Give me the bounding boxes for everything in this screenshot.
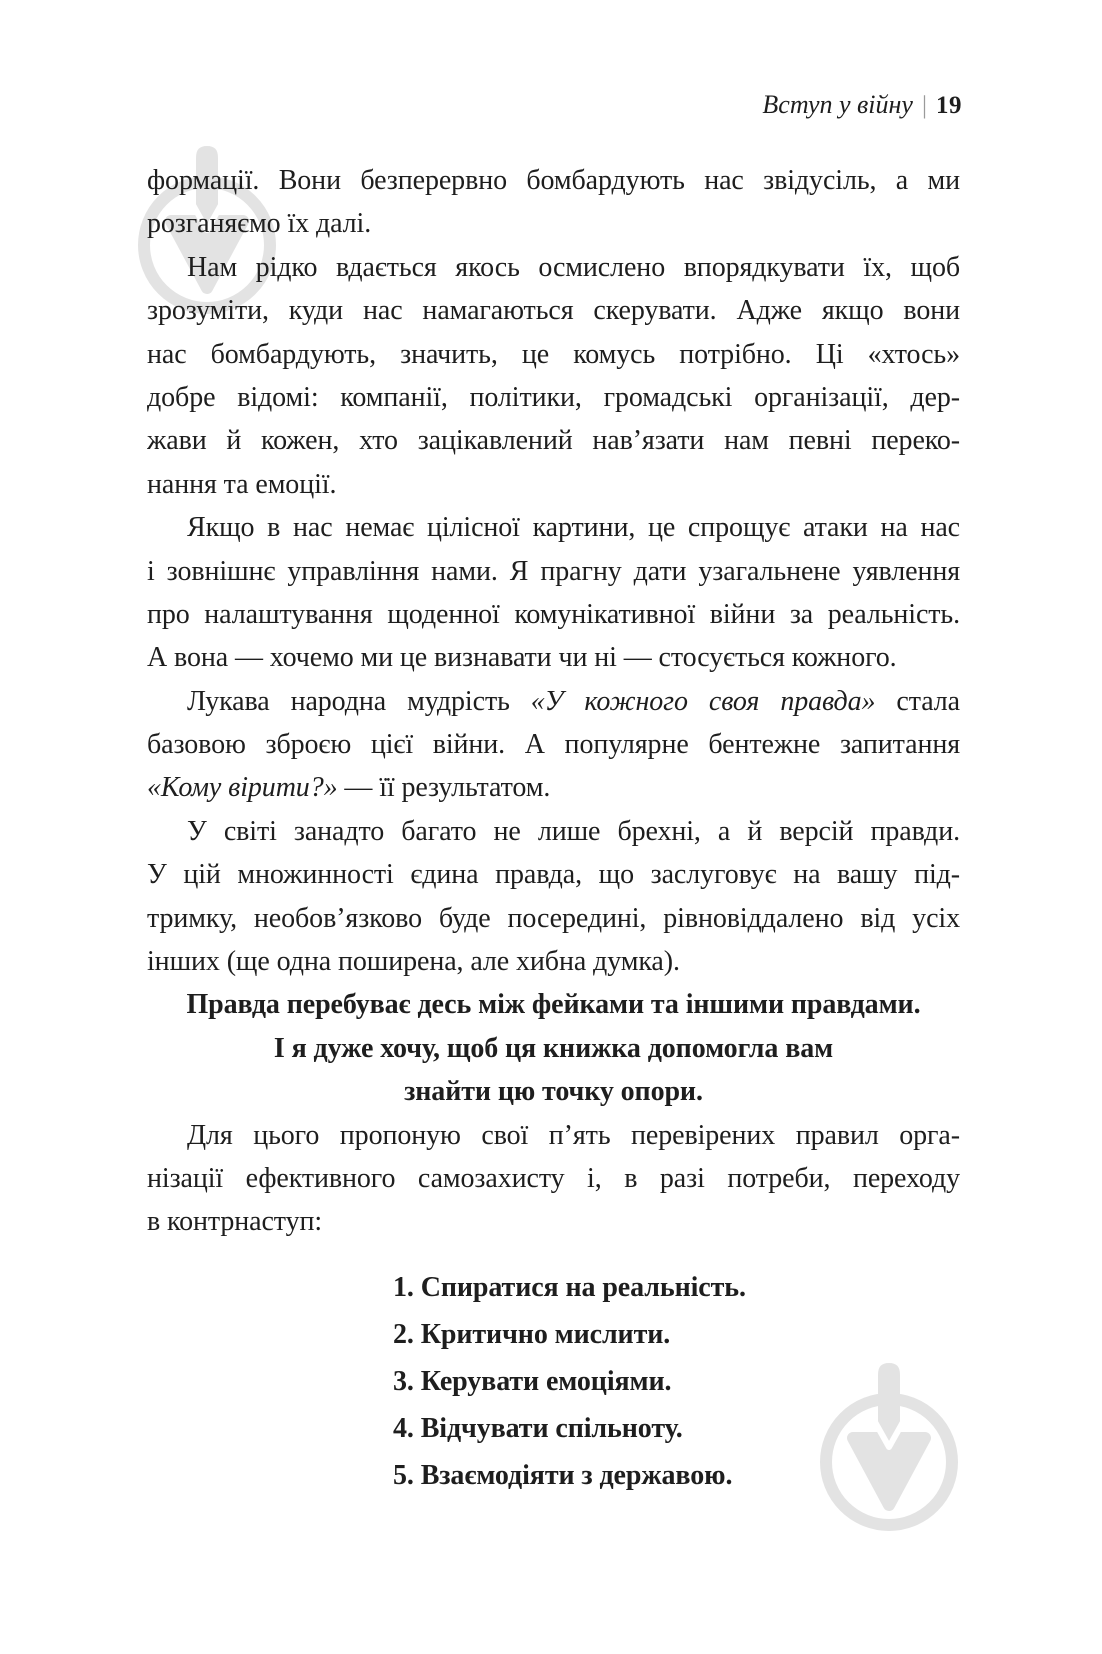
text-line: нізації ефективного самозахисту і, в разі потреби, переходу [147, 1162, 960, 1194]
text-line: Лукава народна мудрість «У кожного своя правда» стала [187, 685, 960, 717]
text-line: «Кому вірити?» — її результатом. [147, 772, 551, 804]
text-line: і зовнішнє управління нами. Я прагну дати узагальнене уявлення [147, 555, 960, 587]
italic-quote: «Кому вірити?» [147, 772, 338, 804]
page-header [762, 90, 962, 120]
text-line: формації. Вони безперервно бомбардують нас звідусіль, а ми [147, 165, 960, 196]
text-line: знайти цю точку опори. [404, 1076, 703, 1108]
list-item: 3. Керувати емоціями. [393, 1365, 672, 1397]
paragraph [147, 506, 960, 680]
text-line: У цій множинності єдина правда, що заслуговує на вашу під- [147, 859, 960, 891]
text-line: розганяємо їх далі. [147, 208, 372, 240]
text-line: Для цього пропоную свої п’ять перевірених правил орга- [187, 1119, 960, 1151]
list-item: 1. Спиратися на реальність. [393, 1271, 746, 1303]
italic-quote: «У кожного своя правда» [530, 685, 876, 717]
text-line: Нам рідко вдається якось осмислено впорядкувати їх, щоб [187, 251, 960, 283]
text-line: зрозуміти, куди нас намагаються скерувати. Адже якщо вони [147, 295, 960, 327]
text-line: про налаштування щоденної комунікативної війни за реальність. [147, 598, 960, 630]
text-line: нас бомбардують, значить, це комусь потрібно. Ці «хтось» [147, 338, 960, 370]
list-item: 2. Критично мислити. [393, 1318, 671, 1350]
text-line: У світі занадто багато не лише брехні, а й версій правди. [187, 815, 960, 847]
page-number: 19 [936, 92, 962, 119]
text-body [147, 159, 960, 1499]
paragraph [147, 680, 960, 810]
text-line: тримку, необов’язково буде посередині, рівновіддалено від усіх [147, 902, 960, 934]
list-item: 4. Відчувати спільноту. [393, 1412, 683, 1444]
header-separator: | [921, 92, 927, 119]
text-line: нання та емоції. [147, 468, 337, 500]
text-line: жави й кожен, хто зацікавлений нав’язати нам певні переко- [147, 425, 960, 457]
list-item: 5. Взаємодіяти з державою. [393, 1459, 733, 1491]
text-line: інших (ще одна поширена, але хибна думка). [147, 946, 680, 978]
paragraph [147, 159, 960, 246]
paragraph [147, 246, 960, 506]
text-line: базовою зброєю цієї війни. А популярне бентежне запитання [147, 729, 960, 761]
text-line: Правда перебуває десь між фейками та іншими правдами. [186, 989, 921, 1021]
text-line: І я дуже хочу, щоб ця книжка допомогла вам [273, 1032, 834, 1064]
text-line: Якщо в нас немає цілісної картини, це спрощує атаки на нас [187, 512, 960, 544]
emphasis-block [147, 983, 960, 1113]
chapter-title: Вступ у війну [762, 90, 913, 119]
rules-list [147, 1264, 960, 1499]
text-line: в контрнаступ: [147, 1206, 323, 1238]
text-line: добре відомі: компанії, політики, громадські організації, дер- [147, 381, 960, 413]
paragraph [147, 1114, 960, 1244]
paragraph [147, 810, 960, 984]
text-line: А вона — хочемо ми це визнавати чи ні — стосується кожного. [147, 642, 897, 674]
